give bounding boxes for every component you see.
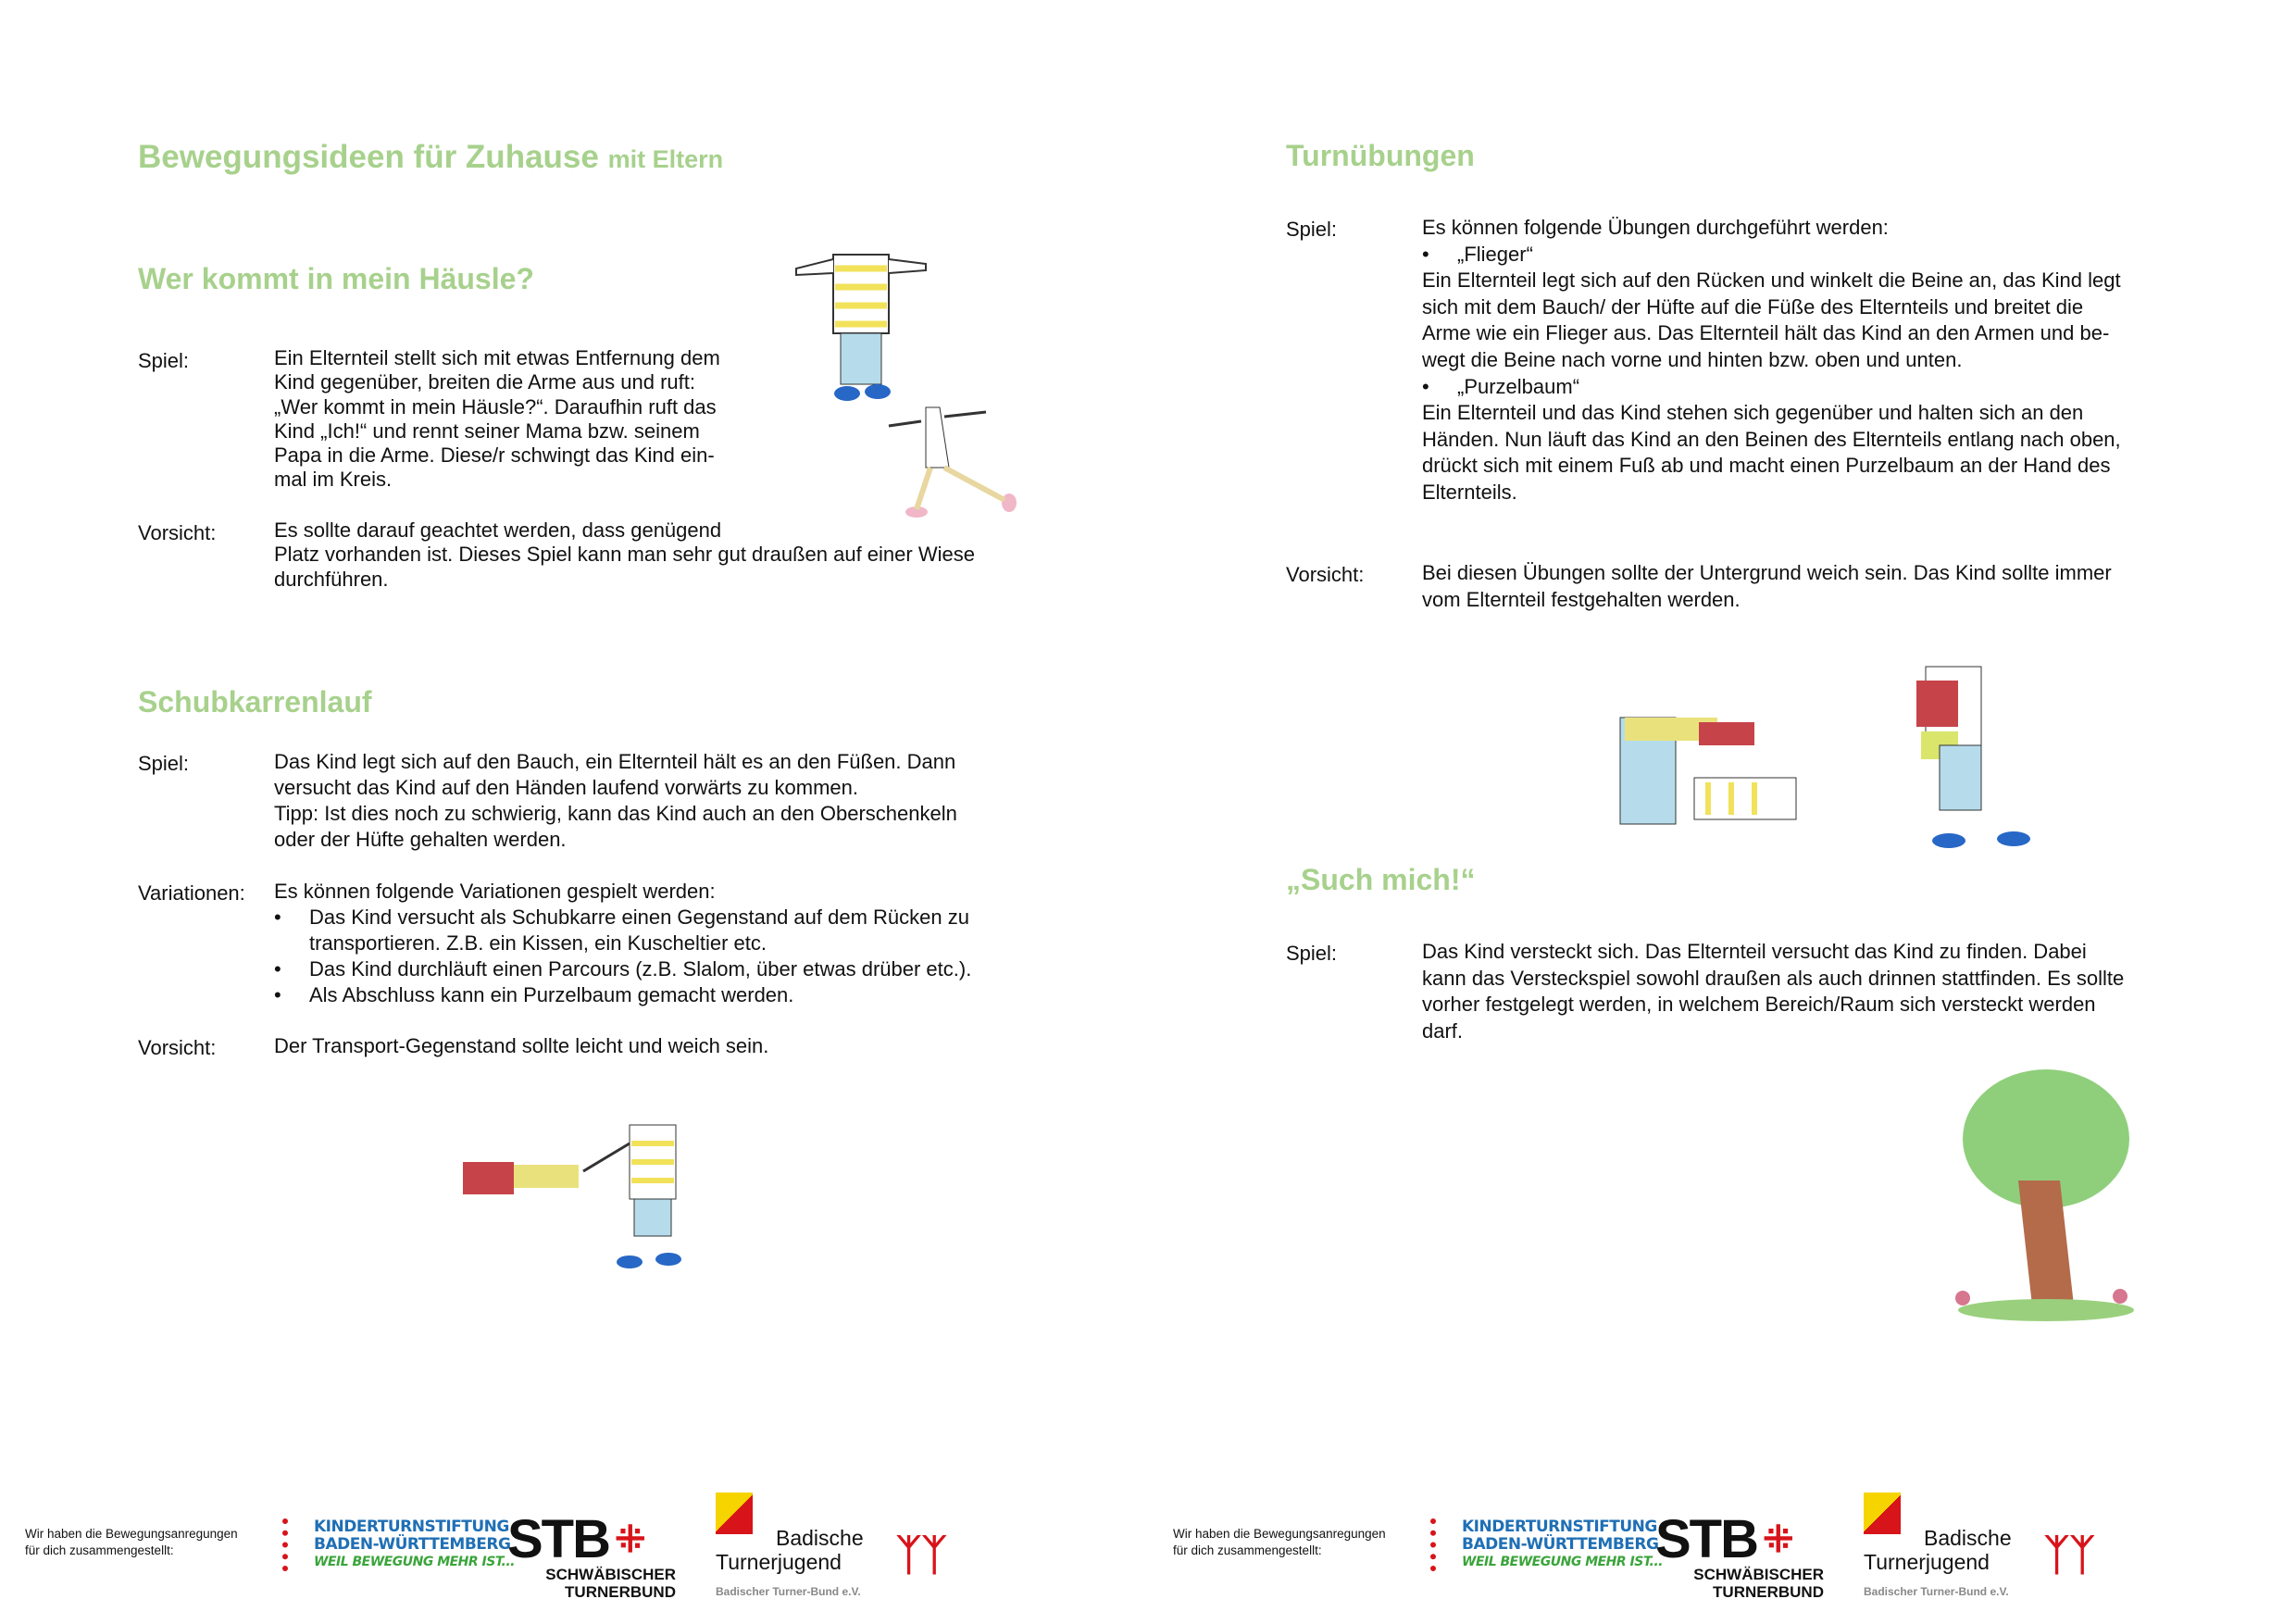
spiel-label: Spiel: bbox=[1286, 218, 1338, 241]
variationen-text bbox=[274, 879, 1015, 1008]
vorsicht-label: Vorsicht: bbox=[138, 521, 217, 544]
logo-badische-turnerjugend bbox=[716, 1493, 947, 1598]
spiel-label: Spiel: bbox=[1286, 942, 1338, 965]
variationen-label: Variationen: bbox=[138, 881, 245, 905]
logo-kinderturnstiftung bbox=[1430, 1518, 1663, 1571]
logo-stb bbox=[1655, 1509, 1824, 1601]
vorsicht-text bbox=[1422, 560, 2112, 613]
list-item-purzelbaum: • „Purzelbaum“ bbox=[1422, 374, 2181, 401]
logo-text: TURNERBUND bbox=[1713, 1583, 1824, 1601]
spiel-text bbox=[1422, 939, 2124, 1044]
title-main: Bewegungsideen für Zuhause bbox=[138, 139, 599, 175]
text-line: kann das Versteckspiel sowohl draußen als auch drinnen stattfinden. Es sollte bbox=[1422, 966, 2125, 990]
text-line: Das Kind legt sich auf den Bauch, ein Elternteil hält es an den Füßen. Dann bbox=[274, 750, 956, 773]
text-line: Es sollte darauf geachtet werden, dass genügend bbox=[274, 518, 722, 542]
text-line: Kind „Ich!“ und rennt seiner Mama bzw. seinem bbox=[274, 418, 700, 443]
credit-line: für dich zusammengestellt: bbox=[25, 1543, 174, 1557]
heading-schubkarrenlauf: Schubkarrenlauf bbox=[138, 685, 372, 718]
title-suffix: mit Eltern bbox=[607, 145, 724, 173]
spiel-label: Spiel: bbox=[138, 752, 190, 775]
text-line: sich mit dem Bauch/ der Hüfte auf die Füße des Elternteils und breitet die bbox=[1422, 294, 2084, 319]
logo-stb bbox=[507, 1509, 676, 1601]
logo-text: Badische bbox=[776, 1526, 864, 1550]
text-line: versucht das Kind auf den Händen laufend vorwärts zu kommen. bbox=[274, 776, 859, 799]
spiel-label: Spiel: bbox=[138, 349, 190, 372]
purzelbaum-text bbox=[1422, 400, 2181, 506]
turner-cross-icon: ⁜ bbox=[615, 1519, 646, 1560]
illustration-parent-arms-open bbox=[778, 227, 1055, 532]
illustration-tree bbox=[1944, 1056, 2139, 1329]
illustration-wheelbarrow bbox=[435, 1106, 713, 1278]
text-line: wegt die Beine nach vorne und hinten bzw. oben und unten. bbox=[1422, 347, 1963, 371]
list-item: • Das Kind durchläuft einen Parcours (z.B. Slalom, über etwas drüber etc.). bbox=[274, 956, 1015, 982]
text-line: durchführen. bbox=[274, 567, 389, 591]
figures-icon: ᛉᛉ bbox=[895, 1530, 947, 1579]
page-title bbox=[138, 139, 723, 176]
text-line: Elternteils. bbox=[1422, 480, 1517, 504]
uebungen-intro: Es können folgende Übungen durchgeführt werden: bbox=[1422, 216, 1889, 239]
credit-line: für dich zusammengestellt: bbox=[1173, 1543, 1322, 1557]
text-line: Ein Elternteil stellt sich mit etwas Entfernung dem bbox=[274, 346, 720, 369]
list-item: • Das Kind versucht als Schubkarre einen Gegenstand auf dem Rücken zu transportieren. Z.B. ein Kissen, ein Kuscheltier etc. bbox=[274, 905, 1015, 956]
text-line: Händen. Nun läuft das Kind an den Beinen des Elternteils entlang nach oben, bbox=[1422, 427, 2121, 451]
turner-cross-icon: ⁜ bbox=[1763, 1519, 1794, 1560]
logo-badische-turnerjugend bbox=[1864, 1493, 2095, 1598]
text-line: Tipp: Ist dies noch zu schwierig, kann das Kind auch an den Oberschenkeln bbox=[274, 802, 957, 825]
logo-text: BADEN-WÜRTTEMBERG bbox=[314, 1535, 511, 1554]
logo-text: Badischer Turner-Bund e.V. bbox=[1864, 1585, 2009, 1598]
logo-text: Badische bbox=[1924, 1526, 2012, 1550]
logo-text: SCHWÄBISCHER bbox=[545, 1566, 676, 1583]
logo-text: WEIL BEWEGUNG MEHR IST... bbox=[1462, 1555, 1663, 1569]
spiel-text bbox=[274, 346, 720, 493]
text-line: Papa in die Arme. Diese/r schwingt das Kind ein- bbox=[274, 443, 715, 468]
vorsicht-text: Der Transport-Gegenstand sollte leicht und weich sein. bbox=[274, 1034, 769, 1057]
logo-text: Turnerjugend bbox=[1864, 1550, 1990, 1574]
variationen-intro: Es können folgende Variationen gespielt werden: bbox=[274, 880, 716, 903]
logo-text: WEIL BEWEGUNG MEHR IST... bbox=[314, 1555, 515, 1569]
logo-text: Turnerjugend bbox=[716, 1550, 842, 1574]
text-line: Bei diesen Übungen sollte der Untergrund weich sein. Das Kind sollte immer bbox=[1422, 561, 2112, 584]
credit-line: Wir haben die Bewegungsanregungen bbox=[1173, 1527, 1386, 1541]
logo-text: STB bbox=[1655, 1509, 1757, 1569]
text-line: Ein Elternteil legt sich auf den Rücken und winkelt die Beine an, das Kind legt bbox=[1422, 269, 2121, 293]
heading-haeusle: Wer kommt in mein Häusle? bbox=[138, 262, 534, 295]
logo-text: Badischer Turner-Bund e.V. bbox=[716, 1585, 861, 1598]
text-line: darf. bbox=[1422, 1018, 1464, 1043]
text-line: Kind gegenüber, breiten die Arme aus und ruft: bbox=[274, 370, 695, 394]
heading-such-mich: „Such mich!“ bbox=[1286, 863, 1476, 896]
logo-text: KINDERTURNSTIFTUNG bbox=[1462, 1518, 1657, 1536]
logo-kinderturnstiftung bbox=[282, 1518, 515, 1571]
footer-credit bbox=[1173, 1526, 1386, 1559]
logo-text: STB bbox=[507, 1509, 609, 1569]
text-line: drückt sich mit einem Fuß ab und macht einen Purzelbaum an der Hand des bbox=[1422, 454, 2111, 478]
spiel-text bbox=[1422, 215, 2181, 506]
footer-credit bbox=[25, 1526, 238, 1559]
text-line: „Wer kommt in mein Häusle?“. Daraufhin ruft das bbox=[274, 394, 717, 418]
figures-icon: ᛉᛉ bbox=[2043, 1530, 2095, 1579]
credit-line: Wir haben die Bewegungsanregungen bbox=[25, 1527, 238, 1541]
spiel-text bbox=[274, 749, 957, 853]
text-line: Ein Elternteil und das Kind stehen sich gegenüber und halten sich an den bbox=[1422, 401, 2084, 425]
logo-text: SCHWÄBISCHER bbox=[1693, 1566, 1824, 1583]
text-line: Arme wie ein Flieger aus. Das Elternteil hält das Kind an den Armen und be- bbox=[1422, 321, 2110, 345]
text-line: vorher festgelegt werden, in welchem Bereich/Raum sich versteckt werden bbox=[1422, 993, 2096, 1017]
list-item-flieger: • „Flieger“ bbox=[1422, 242, 2181, 269]
text-line: Platz vorhanden ist. Dieses Spiel kann man sehr gut draußen auf einer Wiese bbox=[274, 543, 975, 567]
logo-text: BADEN-WÜRTTEMBERG bbox=[1462, 1535, 1659, 1554]
heading-turnuebungen: Turnübungen bbox=[1286, 139, 1475, 172]
list-item: • Als Abschluss kann ein Purzelbaum gemacht werden. bbox=[274, 982, 1015, 1008]
text-line: mal im Kreis. bbox=[274, 468, 393, 492]
logo-text: KINDERTURNSTIFTUNG bbox=[314, 1518, 509, 1536]
text-line: oder der Hüfte gehalten werden. bbox=[274, 828, 567, 851]
text-line: vom Elternteil festgehalten werden. bbox=[1422, 587, 1741, 611]
text-line: Das Kind versteckt sich. Das Elternteil versucht das Kind zu finden. Dabei bbox=[1422, 940, 2087, 963]
logo-text: TURNERBUND bbox=[565, 1583, 676, 1601]
illustration-flieger-purzelbaum bbox=[1606, 630, 2041, 856]
flieger-text bbox=[1422, 268, 2181, 373]
vorsicht-label: Vorsicht: bbox=[1286, 563, 1365, 586]
vorsicht-label: Vorsicht: bbox=[138, 1036, 217, 1059]
